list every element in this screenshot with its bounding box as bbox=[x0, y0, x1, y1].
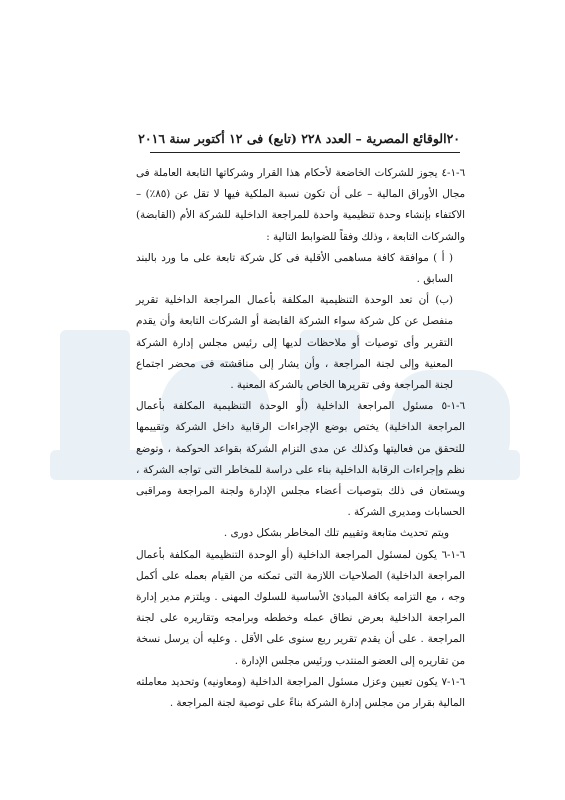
section-6-1-4 bbox=[136, 163, 465, 396]
header-divider bbox=[150, 152, 460, 153]
sub-paragraph: (ب) أن تعد الوحدة التنظيمية المكلفة بأعمال المراجعة الداخلية تقرير منفصل عن كل شركة سواء الشركة القابضة أو الشركات التابعة وأن يقدم التقرير وأى توصيات أو ملاحظات لديها إلى رئيس مجلس إدارة الشركة المعنية وإلى لجنة المراجعة ، وأن يشار إلى مناقشته فى محضر اجتماع لجنة المراجعة وفى تقريرها الخاص بالشركة المعنية . bbox=[136, 294, 453, 392]
section-6-1-5 bbox=[136, 396, 465, 544]
paragraph: ٦-١-٧ يكون تعيين وعزل مسئول المراجعة الداخلية (ومعاونيه) وتحديد معاملته المالية بقرار من مجلس إدارة الشركة بناءً على توصية لجنة المراجعة . bbox=[136, 675, 465, 710]
section-6-1-6 bbox=[136, 545, 465, 672]
paragraph: ٦-١-٦ يكون لمسئول المراجعة الداخلية (أو الوحدة التنظيمية المكلفة بأعمال المراجعة الداخلية) الصلاحيات اللازمة التى تمكنه من القيام بعمله على أكمل وجه ، مع التزامه بكافة المبادئ الأساسية للسلوك المهنى . ويلتزم مدير إدارة المراجعة الداخلية بعرض نطاق عمله وخططه وبرامجه وتقاريره على لجنة المراجعة . على أن يقدم تقرير ربع سنوى على الأقل . وعليه أن يرسل نسخة من تقاريره إلى العضو المنتدب ورئيس مجلس الإدارة . bbox=[136, 548, 465, 667]
paragraph: ٦-١-٤ يجوز للشركات الخاضعة لأحكام هذا القرار وشركاتها التابعة العاملة فى مجال الأوراق المالية – على أن تكون نسبة الملكية فيها لا تقل عن (٨٥٪) – الاكتفاء بإنشاء وحدة تنظيمية واحدة للمراجعة الداخلية للشركة الأم (القابضة) والشركات التابعة ، وذلك وفقاً للضوابط التالية : bbox=[136, 167, 465, 243]
paragraph-continuation: ويتم تحديث متابعة وتقييم تلك المخاطر بشكل دورى . bbox=[223, 527, 449, 540]
paragraph: ٦-١-٥ مسئول المراجعة الداخلية (أو الوحدة التنظيمية المكلفة بأعمال المراجعة الداخلية) يختص بوضع الإجراءات الرقابية داخل الشركة وتقييمها للتحقق من فعاليتها وكذلك عن مدى التزام الشركة بقواعد الحوكمة ، وتوضع نظم وإجراءات الرقابة الداخلية بناء على دراسة للمخاطر التى تواجه الشركة ، ويستعان فى ذلك بتوصيات أعضاء مجلس الإدارة ولجنة المراجعة ومراقبى الحسابات ومديرى الشركة . bbox=[136, 400, 465, 519]
page-header bbox=[138, 126, 460, 150]
sub-paragraph: ( أ ) موافقة كافة مساهمى الأقلية فى كل شركة تابعة على ما ورد بالبند السابق . bbox=[136, 251, 453, 286]
header-page-number: ٢٠ bbox=[446, 130, 460, 146]
section-6-1-7 bbox=[136, 672, 465, 714]
header-title: الوقائع المصرية – العدد ٢٢٨ (تابع) فى ١٢ أكتوبر سنة ٢٠١٦ bbox=[138, 130, 447, 146]
document-body bbox=[136, 163, 465, 714]
